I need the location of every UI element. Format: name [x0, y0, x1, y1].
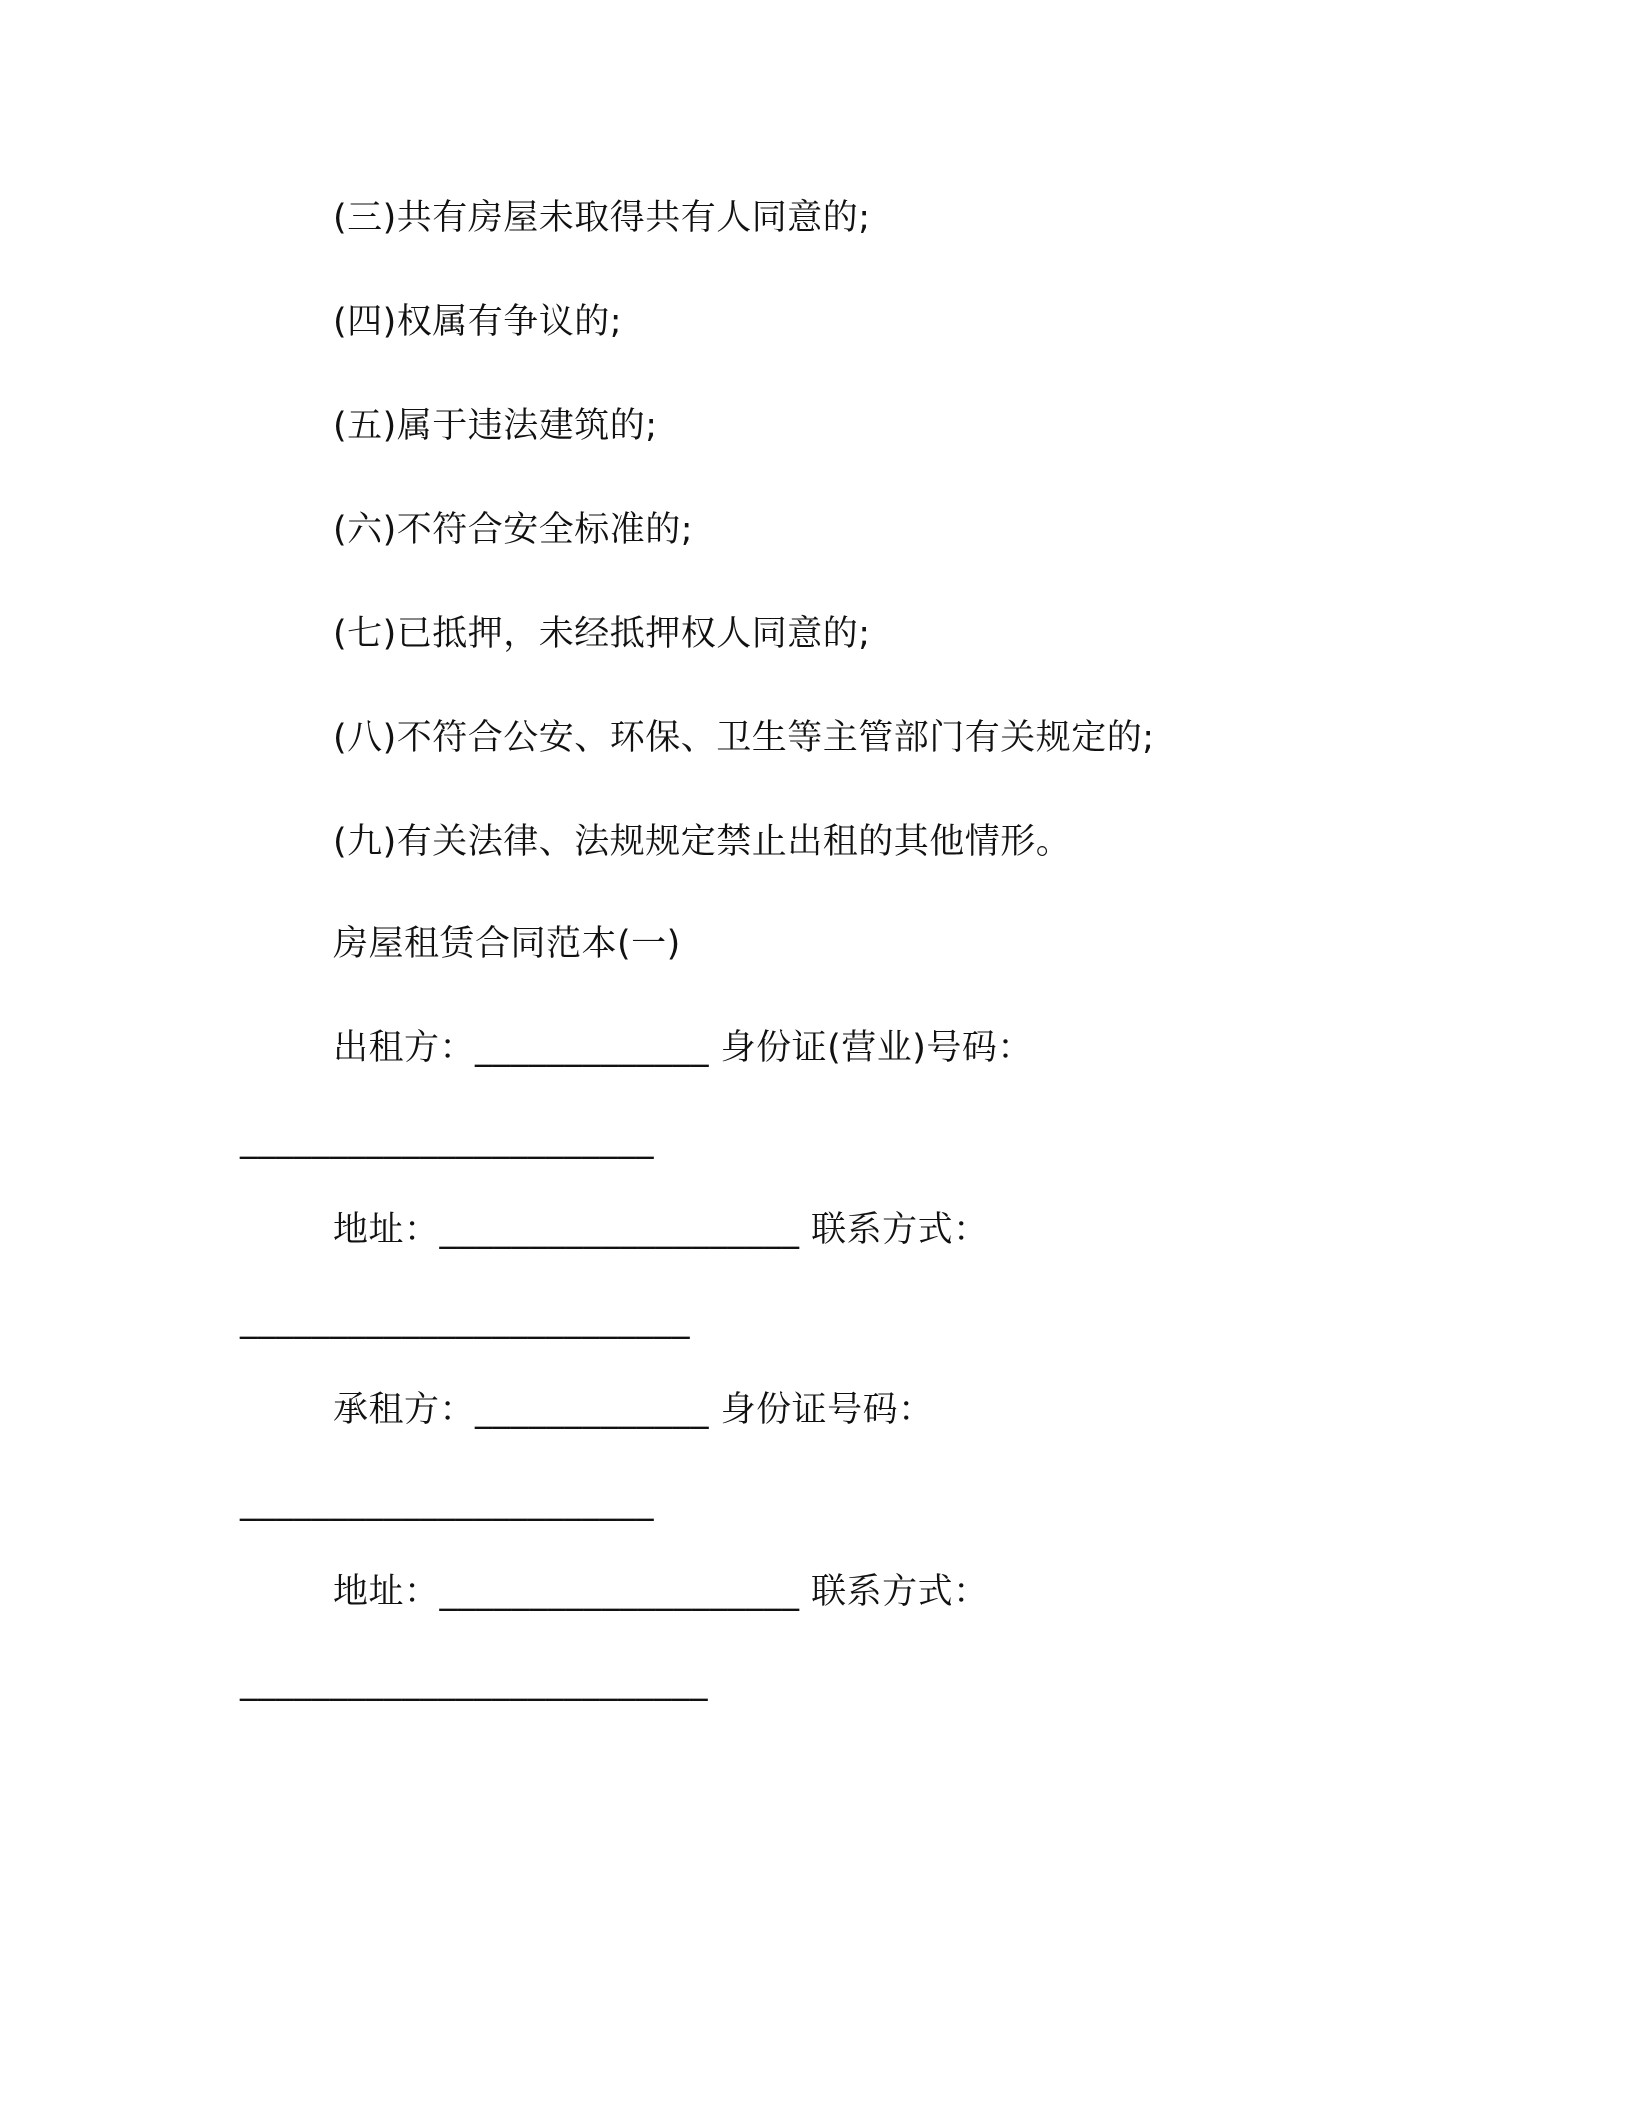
clause-7: (七)已抵押，未经抵押权人同意的; — [333, 614, 871, 654]
lessor-contact-blank: _________________________ — [240, 1300, 690, 1340]
clause-4: (四)权属有争议的; — [333, 302, 623, 342]
contract-title: 房屋租赁合同范本(一) — [333, 924, 681, 964]
clause-3: (三)共有房屋未取得共有人同意的; — [333, 198, 871, 238]
clause-6: (六)不符合安全标准的; — [333, 510, 694, 550]
lessee-line: 承租方：_____________ 身份证号码： — [333, 1390, 934, 1430]
lessor-address-line: 地址：____________________ 联系方式： — [333, 1210, 989, 1250]
clause-5: (五)属于违法建筑的; — [333, 406, 658, 446]
lessor-id-blank: _______________________ — [240, 1120, 654, 1160]
lessee-id-blank: _______________________ — [240, 1482, 654, 1522]
clause-8: (八)不符合公安、环保、卫生等主管部门有关规定的; — [333, 718, 1155, 758]
clause-9: (九)有关法律、法规规定禁止出租的其他情形。 — [333, 822, 1072, 862]
lessee-contact-blank: __________________________ — [240, 1662, 708, 1702]
lessor-line: 出租方：_____________ 身份证(营业)号码： — [333, 1028, 1033, 1068]
lessee-address-line: 地址：____________________ 联系方式： — [333, 1572, 989, 1612]
